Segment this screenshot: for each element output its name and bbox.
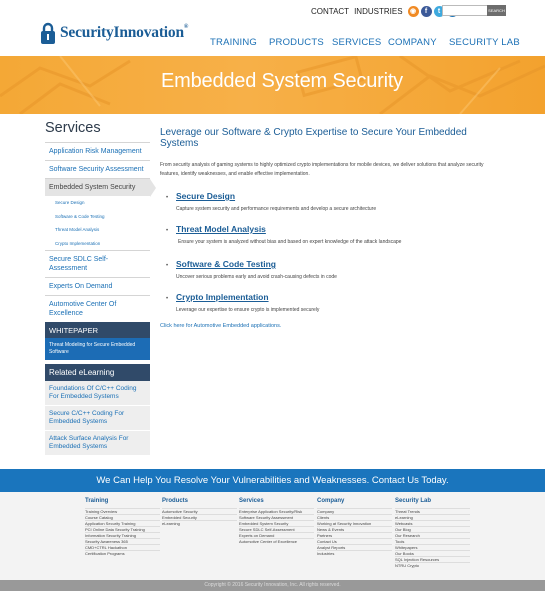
footer-link[interactable]: Webcasts bbox=[395, 520, 470, 526]
brand-name: SecurityInnovation® bbox=[60, 24, 189, 41]
footer-link[interactable]: Information Security Training bbox=[85, 532, 160, 538]
intro-paragraph: From security analysis of gaming systems to highly optimized crypto implementations for mobile devices, we deliver solutions that analyze security features, identify weaknesses, and enable effective implementation. bbox=[160, 162, 484, 177]
bullet-icon: • bbox=[166, 228, 169, 234]
bullet-icon: • bbox=[166, 263, 169, 269]
nav-security-lab[interactable]: SECURITY LAB bbox=[449, 37, 520, 48]
nav-products[interactable]: PRODUCTS bbox=[269, 37, 324, 48]
footer-link[interactable]: Embedded Security bbox=[162, 514, 237, 520]
footer-col-products bbox=[162, 498, 237, 526]
footer-col-training bbox=[85, 498, 160, 556]
sidebar-item-sdlc[interactable]: Secure SDLC Self-Assessment bbox=[45, 250, 150, 277]
footer-link[interactable]: Clients bbox=[317, 514, 392, 520]
sidebar-item-experts[interactable]: Experts On Demand bbox=[45, 277, 150, 295]
search-input[interactable] bbox=[442, 5, 488, 16]
footer-link[interactable]: Our Books bbox=[395, 550, 470, 556]
footer-link[interactable]: Company bbox=[317, 508, 392, 514]
footer-link[interactable]: Security Awareness 365 bbox=[85, 538, 160, 544]
footer-col-services bbox=[239, 498, 314, 544]
footer-link[interactable]: Whitepapers bbox=[395, 544, 470, 550]
rss-icon[interactable]: ◉ bbox=[408, 6, 419, 17]
footer-link[interactable]: Application Security Training bbox=[85, 520, 160, 526]
search-button[interactable]: SEARCH bbox=[487, 5, 506, 16]
footer-link[interactable]: Certification Programs bbox=[85, 550, 160, 556]
footer-heading[interactable]: Products bbox=[162, 498, 189, 504]
footer-heading[interactable]: Services bbox=[239, 498, 264, 504]
site-footer bbox=[0, 492, 545, 580]
sidebar-subitem-threat-model[interactable]: Threat Model Analysis bbox=[55, 227, 100, 232]
feature-desc: Uncover serious problems early and avoid crash-causing defects in code bbox=[176, 274, 337, 280]
footer-link[interactable]: Secure SDLC Self-Assessment bbox=[239, 526, 314, 532]
footer-link[interactable]: Partners bbox=[317, 532, 392, 538]
automotive-link[interactable]: Click here for Automotive Embedded applications. bbox=[160, 323, 282, 329]
footer-link[interactable]: eLearning bbox=[395, 514, 470, 520]
sidebar-heading: Services bbox=[45, 120, 101, 136]
footer-link[interactable]: Software Security Assessment bbox=[239, 514, 314, 520]
feature-desc: Capture system security and performance requirements and develop a secure architecture bbox=[176, 206, 377, 212]
footer-link[interactable]: Embedded System Security bbox=[239, 520, 314, 526]
cta-banner[interactable]: We Can Help You Resolve Your Vulnerabilities and Weaknesses. Contact Us Today. bbox=[0, 469, 545, 492]
footer-link[interactable]: PCI Online Data Security Training bbox=[85, 526, 160, 532]
nav-company[interactable]: COMPANY bbox=[388, 37, 437, 48]
footer-col-company bbox=[317, 498, 392, 556]
whitepaper-box bbox=[45, 322, 150, 360]
sidebar-item-software-assessment[interactable]: Software Security Assessment bbox=[45, 160, 150, 178]
copyright: Copyright © 2016 Security Innovation, Inc. All rights reserved. bbox=[0, 580, 545, 591]
elearning-item[interactable]: Secure C/C++ Coding For Embedded Systems bbox=[45, 406, 150, 431]
industries-link[interactable]: INDUSTRIES bbox=[354, 6, 403, 16]
contact-link[interactable]: CONTACT bbox=[311, 6, 350, 16]
footer-link[interactable]: Tools bbox=[395, 538, 470, 544]
footer-link[interactable]: Our Research bbox=[395, 532, 470, 538]
twitter-icon[interactable]: t bbox=[434, 6, 445, 17]
footer-link[interactable]: eLearning bbox=[162, 520, 237, 526]
sidebar-item-embedded-security[interactable]: Embedded System Security bbox=[45, 178, 150, 196]
site-header bbox=[0, 0, 545, 56]
sidebar-subitem-secure-design[interactable]: Secure Design bbox=[55, 200, 85, 205]
whitepaper-heading: WHITEPAPER bbox=[45, 322, 150, 338]
footer-link[interactable]: Automotive Center of Excellence bbox=[239, 538, 314, 544]
main-nav bbox=[0, 37, 545, 49]
main-content bbox=[160, 127, 490, 178]
footer-link[interactable]: CMD+CTRL Hackathon bbox=[85, 544, 160, 550]
footer-link[interactable]: SQL Injection Resources bbox=[395, 556, 470, 562]
sidebar-item-automotive[interactable]: Automotive Center Of Excellence bbox=[45, 295, 150, 322]
footer-link[interactable]: Threat Trends bbox=[395, 508, 470, 514]
footer-link[interactable]: Working at Security Innovation bbox=[317, 520, 392, 526]
whitepaper-link[interactable]: Threat Modeling for Secure Embedded Software bbox=[45, 338, 150, 360]
footer-link[interactable]: NTRU Crypto bbox=[395, 562, 470, 568]
footer-heading[interactable]: Company bbox=[317, 498, 345, 504]
content-heading: Leverage our Software & Crypto Expertise to Secure Your Embedded Systems bbox=[160, 127, 467, 149]
sidebar-subitem-crypto[interactable]: Crypto Implementation bbox=[55, 240, 101, 246]
footer-link[interactable]: Our Blog bbox=[395, 526, 470, 532]
feature-title-link[interactable]: Threat Model Analysis bbox=[176, 224, 266, 234]
footer-link[interactable]: Training Overview bbox=[85, 508, 160, 514]
hero-banner bbox=[0, 56, 545, 114]
feature-title-link[interactable]: Secure Design bbox=[176, 191, 236, 201]
bullet-icon: • bbox=[166, 296, 169, 302]
footer-link[interactable]: Analyst Reports bbox=[317, 544, 392, 550]
bullet-icon: • bbox=[166, 195, 169, 201]
footer-link[interactable]: Course Catalog bbox=[85, 514, 160, 520]
utility-bar bbox=[311, 5, 460, 17]
nav-services[interactable]: SERVICES bbox=[332, 37, 382, 48]
feature-title-link[interactable]: Software & Code Testing bbox=[176, 259, 276, 269]
footer-col-security-lab bbox=[395, 498, 470, 568]
footer-link[interactable]: Industries bbox=[317, 550, 392, 556]
sidebar-subitem-code-testing[interactable]: Software & Code Testing bbox=[55, 213, 105, 219]
services-sidebar bbox=[45, 120, 150, 322]
sidebar-item-application-risk[interactable]: Application Risk Management bbox=[45, 142, 150, 160]
footer-link[interactable]: Enterprise Application Security/Risk bbox=[239, 508, 314, 514]
elearning-item[interactable]: Attack Surface Analysis For Embedded Systems bbox=[45, 431, 150, 456]
feature-desc: Leverage our expertise to ensure crypto is implemented securely bbox=[176, 307, 320, 313]
nav-training[interactable]: TRAINING bbox=[210, 37, 257, 48]
footer-link[interactable]: Experts on Demand bbox=[239, 532, 314, 538]
feature-desc: Ensure your system is analyzed without bias and based on expert knowledge of the attack landscape bbox=[178, 239, 402, 245]
feature-title-link[interactable]: Crypto Implementation bbox=[176, 292, 269, 302]
footer-link[interactable]: Automotive Security bbox=[162, 508, 237, 514]
facebook-icon[interactable]: f bbox=[421, 6, 432, 17]
elearning-item[interactable]: Foundations Of C/C++ Coding For Embedded Systems bbox=[45, 381, 150, 406]
footer-link[interactable]: Contact Us bbox=[317, 538, 392, 544]
elearning-heading: Related eLearning bbox=[45, 364, 150, 381]
related-elearning bbox=[45, 364, 150, 456]
footer-heading[interactable]: Security Lab bbox=[395, 498, 432, 504]
footer-link[interactable]: News & Events bbox=[317, 526, 392, 532]
footer-heading[interactable]: Training bbox=[85, 498, 109, 504]
page-title: Embedded System Security bbox=[161, 70, 403, 92]
